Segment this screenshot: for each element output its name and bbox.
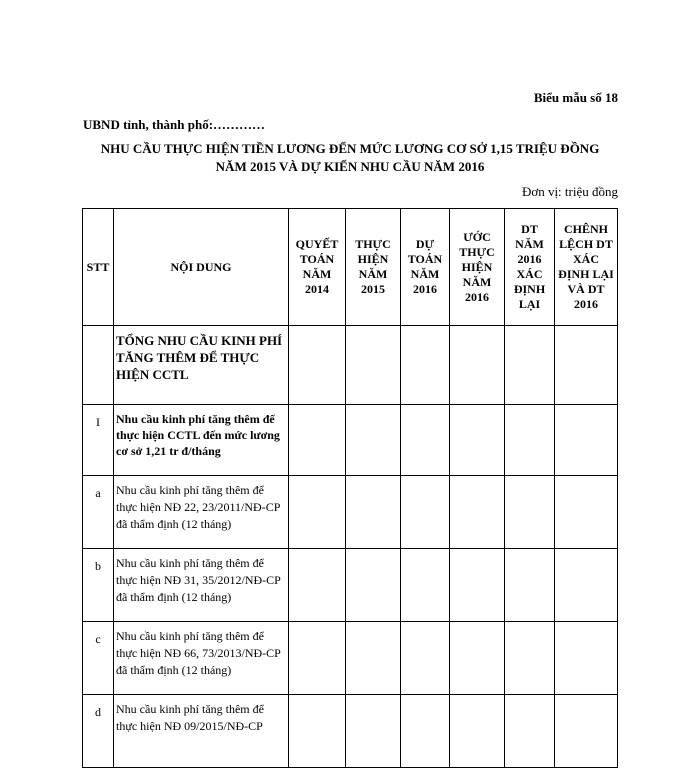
- table-cell: [450, 405, 505, 476]
- row-stt: c: [83, 622, 114, 695]
- table-cell: [401, 549, 450, 622]
- table-cell: [450, 622, 505, 695]
- table-cell: [289, 326, 346, 405]
- data-table: [82, 208, 618, 768]
- table-cell: [505, 695, 555, 768]
- org-line: UBND tỉnh, thành phố:…………: [83, 117, 266, 132]
- header-content: NỘI DUNG: [114, 209, 289, 326]
- header-dt-xac-dinh-lai: DT NĂM 2016 XÁC ĐỊNH LẠI: [505, 209, 555, 326]
- table-cell: [555, 622, 618, 695]
- table-cell: [505, 549, 555, 622]
- table-cell: [555, 549, 618, 622]
- table-cell: [505, 622, 555, 695]
- table-row: [83, 405, 618, 476]
- table-cell: [289, 476, 346, 549]
- header-uoc-thuc-hien-2016: ƯỚC THỰC HIỆN NĂM 2016: [450, 209, 505, 326]
- row-content: Nhu cầu kinh phí tăng thêm để thực hiện NĐ 09/2015/NĐ-CP: [114, 695, 289, 768]
- table-row: [83, 695, 618, 768]
- unit-label: Đơn vị: triệu đồng: [521, 184, 618, 199]
- document-title-line-2: NĂM 2015 VÀ DỰ KIẾN NHU CẦU NĂM 2016: [215, 159, 485, 174]
- table-cell: [401, 622, 450, 695]
- table-cell: [555, 695, 618, 768]
- row-content: Nhu cầu kinh phí tăng thêm để thực hiện CCTL đến mức lương cơ sở 1,21 tr đ/tháng: [114, 405, 289, 476]
- table-cell: [346, 622, 401, 695]
- table-cell: [346, 476, 401, 549]
- row-stt: [83, 326, 114, 405]
- table-cell: [450, 326, 505, 405]
- table-row: [83, 549, 618, 622]
- table-header-row: [83, 209, 618, 326]
- row-content: Nhu cầu kinh phí tăng thêm để thực hiện NĐ 22, 23/2011/NĐ-CP đã thẩm định (12 tháng): [114, 476, 289, 549]
- table-cell: [346, 549, 401, 622]
- table-cell: [450, 549, 505, 622]
- table-cell: [555, 405, 618, 476]
- row-content: TỔNG NHU CẦU KINH PHÍ TĂNG THÊM ĐỂ THỰC HIỆN CCTL: [114, 326, 289, 405]
- table-cell: [289, 695, 346, 768]
- row-stt: I: [83, 405, 114, 476]
- row-stt: a: [83, 476, 114, 549]
- table-cell: [401, 695, 450, 768]
- document-title-line-1: NHU CẦU THỰC HIỆN TIỀN LƯƠNG ĐẾN MỨC LƯƠNG CƠ SỞ 1,15 TRIỆU ĐỒNG: [100, 141, 600, 156]
- row-content: Nhu cầu kinh phí tăng thêm để thực hiện NĐ 66, 73/2013/NĐ-CP đã thẩm định (12 tháng): [114, 622, 289, 695]
- header-du-toan-2016: DỰ TOÁN NĂM 2016: [401, 209, 450, 326]
- table-cell: [346, 326, 401, 405]
- header-quyet-toan-2014: QUYẾT TOÁN NĂM 2014: [289, 209, 346, 326]
- table-cell: [401, 326, 450, 405]
- table-cell: [505, 326, 555, 405]
- header-chenh-lech: CHÊNH LỆCH DT XÁC ĐỊNH LẠI VÀ DT 2016: [555, 209, 618, 326]
- table-row: [83, 476, 618, 549]
- table-cell: [401, 476, 450, 549]
- header-stt: STT: [83, 209, 114, 326]
- table-cell: [450, 695, 505, 768]
- row-content: Nhu cầu kinh phí tăng thêm để thực hiện NĐ 31, 35/2012/NĐ-CP đã thẩm định (12 tháng): [114, 549, 289, 622]
- table-row: [83, 326, 618, 405]
- table-row: [83, 622, 618, 695]
- table-cell: [505, 405, 555, 476]
- table-cell: [401, 405, 450, 476]
- row-stt: d: [83, 695, 114, 768]
- table-cell: [346, 695, 401, 768]
- row-stt: b: [83, 549, 114, 622]
- table-cell: [505, 476, 555, 549]
- form-number: Biểu mẫu số 18: [533, 90, 618, 105]
- table-cell: [289, 405, 346, 476]
- table-cell: [450, 476, 505, 549]
- table-cell: [555, 476, 618, 549]
- table-cell: [289, 549, 346, 622]
- table-cell: [289, 622, 346, 695]
- header-thuc-hien-2015: THỰC HIỆN NĂM 2015: [346, 209, 401, 326]
- table-cell: [555, 326, 618, 405]
- table-cell: [346, 405, 401, 476]
